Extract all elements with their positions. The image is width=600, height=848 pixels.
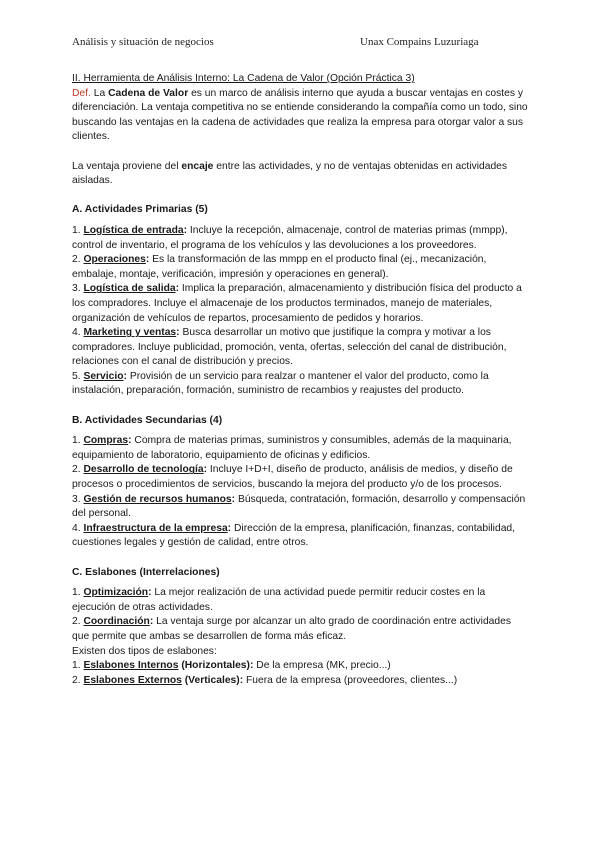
text-span: : xyxy=(148,587,152,599)
text-span: : xyxy=(183,224,188,236)
text-span: 2. xyxy=(72,674,84,686)
text-span: Búsqueda, contratación, formación, desarrollo y compensación del personal. xyxy=(72,493,526,520)
text-span: La ventaja proviene del xyxy=(72,160,182,172)
text-span: : xyxy=(149,616,154,628)
list-item xyxy=(72,615,528,644)
page-title: II. Herramienta de Análisis Interno: La Cadena de Valor (Opción Práctica 3) xyxy=(72,73,415,84)
text-span: 1. xyxy=(72,660,84,672)
document-body xyxy=(72,72,528,688)
list-item xyxy=(72,326,528,370)
text-span: : xyxy=(176,327,180,339)
text-span: Provisión de un servicio para realzar o mantener el valor del producto, como la instalación, preparación, formación, suministro de recambios y reajustes del producto. xyxy=(72,370,489,397)
header-course: Análisis y situación de negocios xyxy=(72,36,214,48)
text-span: 4. xyxy=(72,327,84,339)
text-span: 1. xyxy=(72,587,84,599)
text-span: : xyxy=(145,254,150,266)
text-span: La xyxy=(90,87,109,99)
text-span: Eslabones Externos xyxy=(83,674,182,686)
text-span: La ventaja surge por alcanzar un alto grado de coordinación entre actividades que permite que ambas se desarrollen de forma más eficaz. xyxy=(72,616,512,642)
definition-paragraph xyxy=(72,87,528,145)
list-item xyxy=(72,586,528,615)
text-span: : xyxy=(128,435,132,447)
text-span: entre las actividades, y no de ventajas obtenidas en actividades aisladas. xyxy=(72,160,508,187)
text-span: Optimización xyxy=(83,587,149,599)
text-span: Dirección de la empresa, planificación, finanzas, contabilidad, cuestiones legales y gestión de calidad, entre otros. xyxy=(72,522,516,549)
text-span: Logística de salida xyxy=(83,283,176,295)
list-item xyxy=(72,224,528,253)
encaje-term: encaje xyxy=(181,160,214,172)
list-item xyxy=(72,253,528,282)
text-span: Compras xyxy=(83,435,129,447)
text-span: Eslabones Internos xyxy=(83,660,179,672)
text-span: : xyxy=(123,370,127,382)
list-item xyxy=(72,463,528,492)
text-span: De la empresa (MK, precio...) xyxy=(253,660,391,672)
secondary-heading: B. Actividades Secundarias (4) xyxy=(72,414,223,426)
text-span: Logística de entrada xyxy=(83,224,184,236)
text-span: 3. xyxy=(72,283,84,295)
text-span: 1. xyxy=(72,224,84,236)
text-span: Implica la preparación, almacenamiento y distribución física del producto a los compradores. Incluye el almacenaje de los productos terminados, manejo de materiales, organización de vehículos de repartos, procesamiento de pedidos y horarios. xyxy=(72,283,522,324)
text-span: Coordinación xyxy=(83,616,150,628)
encaje-paragraph xyxy=(72,160,528,189)
text-span: 1. xyxy=(72,435,84,447)
text-span: Marketing y ventas xyxy=(83,327,177,339)
text-span: Fuera de la empresa (proveedores, clientes...) xyxy=(243,674,458,686)
text-span: Servicio xyxy=(83,370,124,382)
text-span: 5. xyxy=(72,370,84,382)
text-span: Busca desarrollar un motivo que justifique la compra y motivar a los compradores. Incluye publicidad, promoción, venta, ofertas, selección del canal de distribución, relaciones con el canal de distribución y precios. xyxy=(72,327,507,368)
list-item xyxy=(72,434,528,463)
list-item xyxy=(72,282,528,326)
text-span: (Horizontales): xyxy=(178,660,254,672)
list-item xyxy=(72,674,528,689)
text-span: 2. xyxy=(72,464,84,476)
text-span: es un marco de análisis interno que ayuda a buscar ventajas en costes y diferenciación. La ventaja competitiva no se entiende considerando la compañía como un todo, sino buscando las ventajas en la cadena de actividades que realiza la empresa para otorgar valor a sus clientes. xyxy=(72,87,528,143)
list-item xyxy=(72,370,528,399)
definition-term: Cadena de Valor xyxy=(108,87,189,99)
text-span: : xyxy=(175,283,180,295)
text-span: Incluye I+D+I, diseño de producto, análisis de medios, y diseño de procesos o procedimientos de servicios, buscando la mejora del producto y/o de los procesos. xyxy=(72,464,513,491)
text-span: Compra de materias primas, suministros y consumibles, además de la maquinaria, equipamiento de laboratorio, equipamiento de oficinas y edificios. xyxy=(72,435,512,461)
text-span: Es la transformación de las mmpp en el producto final (ej., mecanización, embalaje, montaje, verificación, impresión y operaciones en general). xyxy=(72,254,487,280)
text-span: 2. xyxy=(72,254,84,266)
list-item xyxy=(72,659,528,674)
text-span: Desarrollo de tecnología xyxy=(83,464,204,476)
text-span: : xyxy=(227,522,232,534)
text-span: Operaciones xyxy=(83,254,146,266)
text-span: 4. xyxy=(72,522,84,534)
text-span: : xyxy=(203,464,208,476)
header-author: Unax Compains Luzuriaga xyxy=(360,36,479,48)
page-header xyxy=(72,36,528,52)
text-span: 3. xyxy=(72,493,84,505)
text-span: Infraestructura de la empresa xyxy=(83,522,228,534)
text-span: Incluye la recepción, almacenaje, control de materias primas (mmpp), control de inventario, el programa de los vehículos y las devoluciones a los proveedores. xyxy=(72,224,508,251)
text-span: (Verticales): xyxy=(181,674,244,686)
links-types-intro: Existen dos tipos de eslabones: xyxy=(72,645,217,657)
primary-heading: A. Actividades Primarias (5) xyxy=(72,204,208,216)
list-item xyxy=(72,493,528,522)
list-item xyxy=(72,522,528,551)
text-span: 2. xyxy=(72,616,84,628)
text-span: : xyxy=(231,493,236,505)
definition-prefix: Def. xyxy=(72,87,91,99)
text-span: Gestión de recursos humanos xyxy=(83,493,232,505)
links-heading: C. Eslabones (Interrelaciones) xyxy=(72,566,220,578)
text-span: La mejor realización de una actividad puede permitir reducir costes en la ejecución de otras actividades. xyxy=(72,587,486,613)
